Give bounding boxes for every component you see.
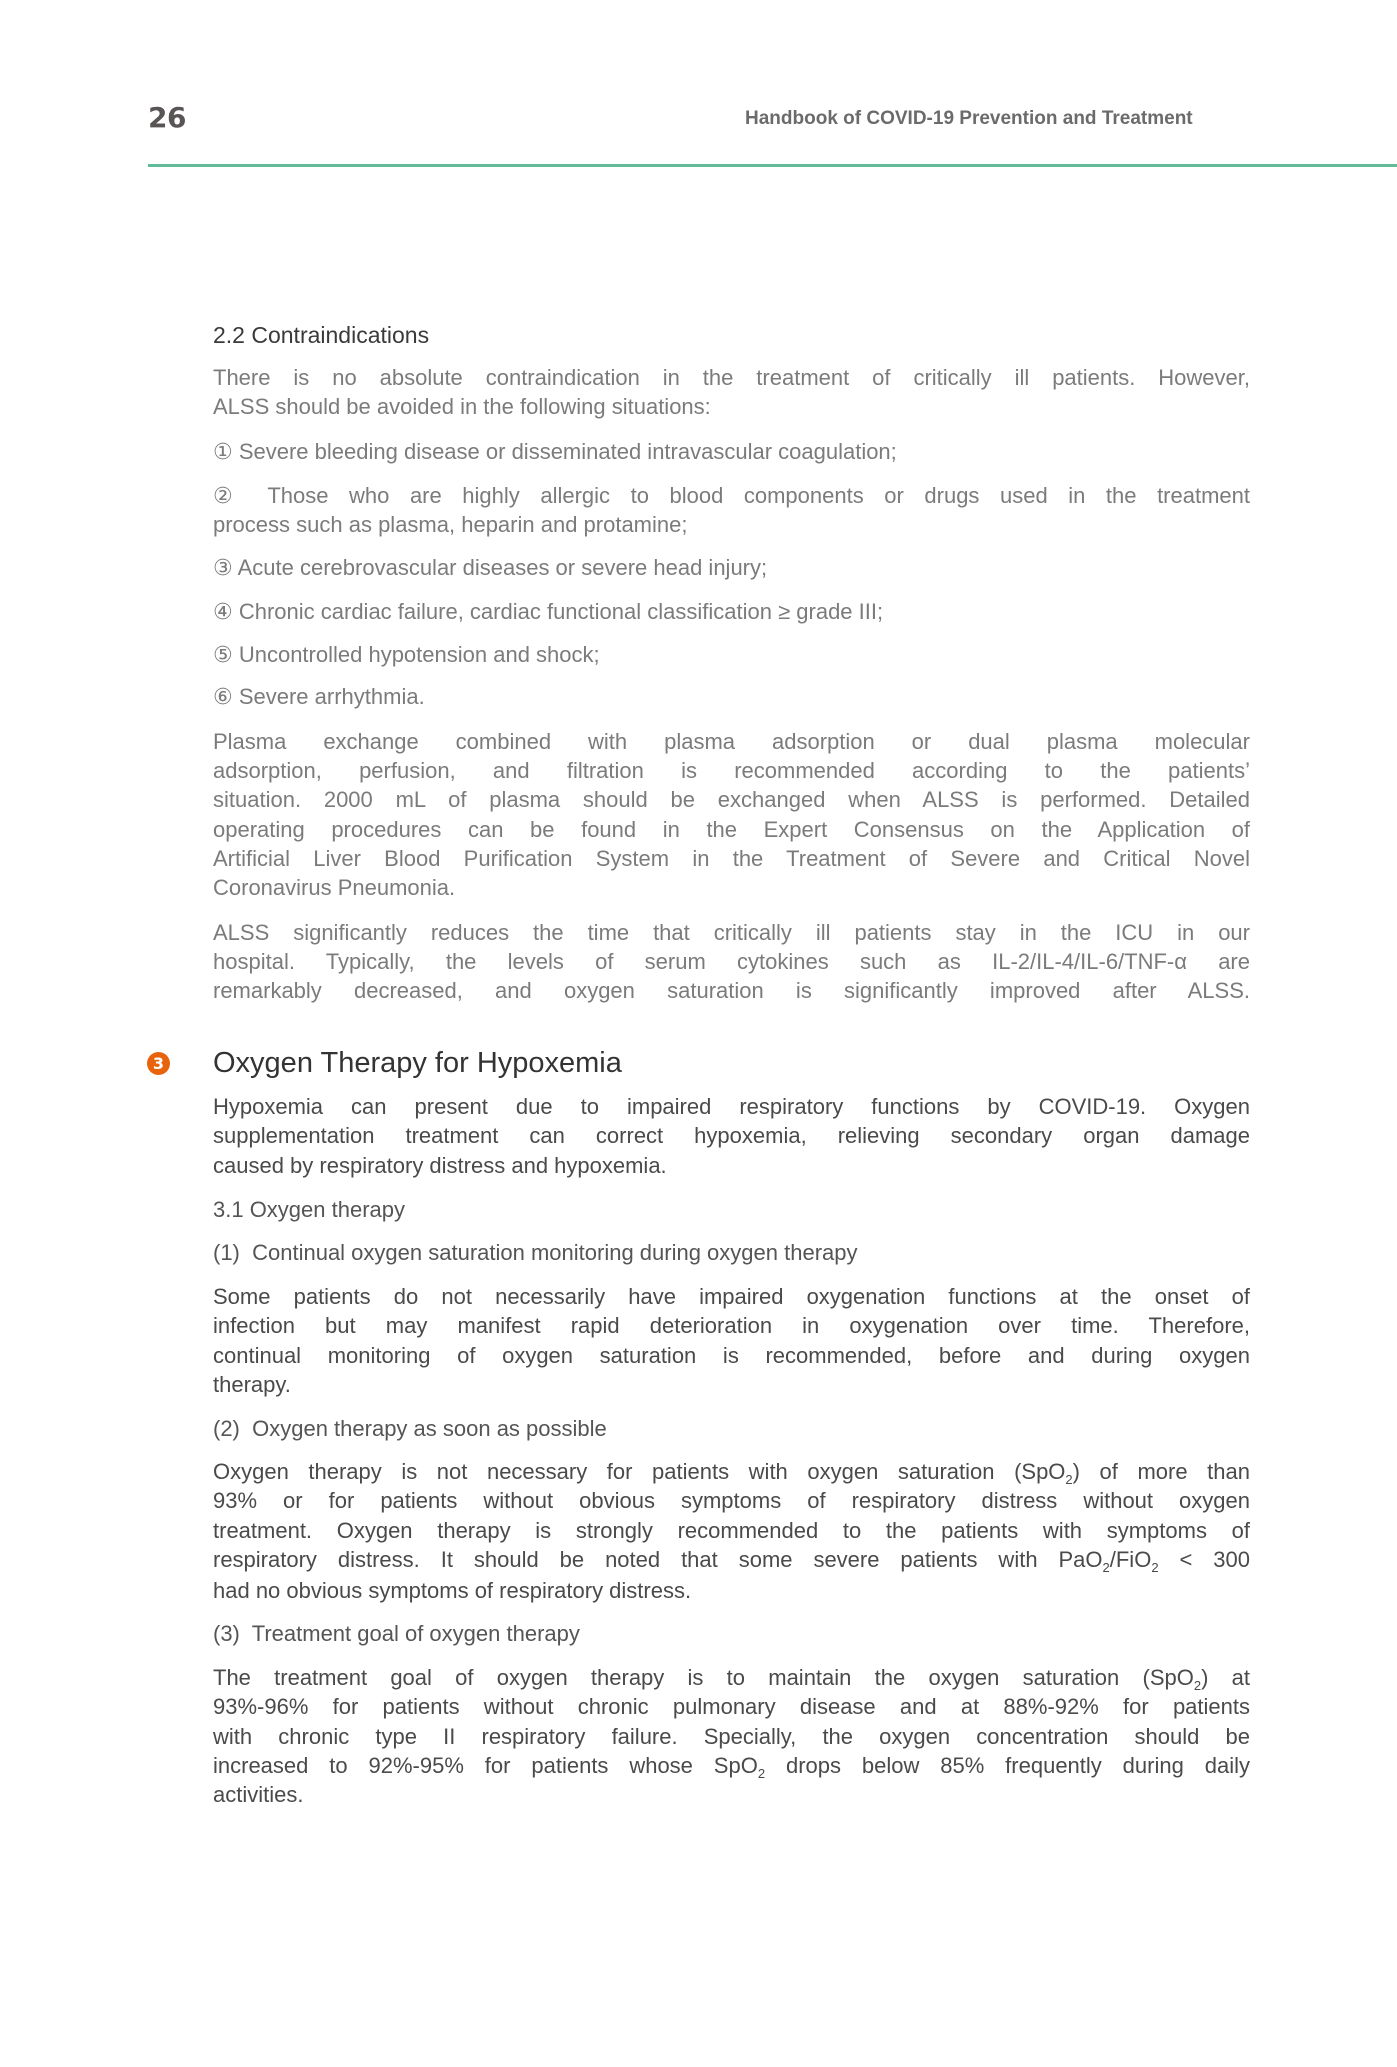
paragraph-line: with chronic type II respiratory failure. Specially, the oxygen concentration should be (213, 1724, 1250, 1749)
text-segment: < 300 (1158, 1547, 1250, 1572)
contraindication-item-2-cont: process such as plasma, heparin and protamine; (213, 512, 688, 537)
page-number: 26 (148, 101, 186, 134)
paragraph-line: hospital. Typically, the levels of serum cytokines such as IL-2/IL-4/IL-6/TNF-α are (213, 949, 1250, 974)
text-segment: ) at (1201, 1665, 1250, 1690)
paragraph-line: situation. 2000 mL of plasma should be exchanged when ALSS is performed. Detailed (213, 787, 1250, 812)
paragraph-line-with-subscript (213, 1547, 1250, 1573)
paragraph-line-with-subscript (213, 1665, 1250, 1691)
paragraph-line: operating procedures can be found in the Expert Consensus on the Application of (213, 817, 1250, 842)
header-rule-divider (148, 164, 1397, 167)
section-heading-oxygen-therapy: Oxygen Therapy for Hypoxemia (213, 1047, 622, 1079)
subscript: 2 (1102, 1560, 1110, 1573)
paragraph-line: treatment. Oxygen therapy is strongly recommended to the patients with symptoms of (213, 1518, 1250, 1543)
paragraph-line: 93%-96% for patients without chronic pulmonary disease and at 88%-92% for patients (213, 1694, 1250, 1719)
subscript: 2 (1151, 1560, 1159, 1573)
paragraph-line: ALSS significantly reduces the time that critically ill patients stay in the ICU in our (213, 920, 1250, 945)
paragraph-line: continual monitoring of oxygen saturation is recommended, before and during oxygen (213, 1343, 1250, 1368)
section-number-badge: 3 (147, 1052, 170, 1075)
paragraph-line-with-subscript (213, 1753, 1250, 1779)
text-segment: The treatment goal of oxygen therapy is to maintain the oxygen saturation (SpO (213, 1665, 1194, 1690)
paragraph-line: There is no absolute contraindication in the treatment of critically ill patients. However, (213, 365, 1250, 390)
paragraph-line: ALSS should be avoided in the following situations: (213, 394, 711, 419)
contraindication-item-2: ② Those who are highly allergic to blood components or drugs used in the treatment (213, 483, 1250, 508)
paragraph-line: Artificial Liver Blood Purification System in the Treatment of Severe and Critical Novel (213, 846, 1250, 871)
paragraph-line: 93% or for patients without obvious symptoms of respiratory distress without oxygen (213, 1488, 1250, 1513)
contraindication-item-6: ⑥ Severe arrhythmia. (213, 684, 425, 709)
text-segment: increased to 92%-95% for patients whose SpO (213, 1753, 758, 1778)
paragraph-line: infection but may manifest rapid deterioration in oxygenation over time. Therefore, (213, 1313, 1250, 1338)
text-segment: Oxygen therapy is not necessary for patients with oxygen saturation (SpO (213, 1459, 1066, 1484)
text-segment: /FiO (1109, 1547, 1152, 1572)
paragraph-line: Coronavirus Pneumonia. (213, 875, 456, 900)
paragraph-line: remarkably decreased, and oxygen saturation is significantly improved after ALSS. (213, 978, 1250, 1003)
point-heading-2: (2) Oxygen therapy as soon as possible (213, 1416, 607, 1441)
paragraph-line: therapy. (213, 1372, 291, 1397)
contraindication-item-4: ④ Chronic cardiac failure, cardiac functional classification ≥ grade III; (213, 599, 884, 624)
point-heading-3: (3) Treatment goal of oxygen therapy (213, 1621, 580, 1646)
text-segment: respiratory distress. It should be noted that some severe patients with PaO (213, 1547, 1103, 1572)
paragraph-line: adsorption, perfusion, and filtration is recommended according to the patients’ (213, 758, 1250, 783)
text-segment: ) of more than (1072, 1459, 1250, 1484)
subsection-heading-oxygen-therapy: 3.1 Oxygen therapy (213, 1197, 406, 1222)
contraindication-item-3: ③ Acute cerebrovascular diseases or severe head injury; (213, 555, 768, 580)
paragraph-line: Plasma exchange combined with plasma adsorption or dual plasma molecular (213, 729, 1250, 754)
paragraph-line: had no obvious symptoms of respiratory distress. (213, 1578, 692, 1603)
running-header-title: Handbook of COVID-19 Prevention and Treatment (745, 108, 1193, 129)
paragraph-line: supplementation treatment can correct hypoxemia, relieving secondary organ damage (213, 1123, 1250, 1148)
point-heading-1: (1) Continual oxygen saturation monitoring during oxygen therapy (213, 1240, 858, 1265)
paragraph-line: Some patients do not necessarily have impaired oxygenation functions at the onset of (213, 1284, 1250, 1309)
subscript: 2 (1065, 1472, 1073, 1485)
contraindication-item-1: ① Severe bleeding disease or disseminated intravascular coagulation; (213, 439, 897, 464)
paragraph-line: activities. (213, 1782, 304, 1807)
subscript: 2 (1193, 1678, 1202, 1691)
text-segment: drops below 85% frequently during daily (765, 1753, 1250, 1778)
subsection-heading-contraindications: 2.2 Contraindications (213, 322, 430, 348)
paragraph-line: Hypoxemia can present due to impaired respiratory functions by COVID-19. Oxygen (213, 1094, 1250, 1119)
contraindication-item-5: ⑤ Uncontrolled hypotension and shock; (213, 642, 600, 667)
paragraph-line: caused by respiratory distress and hypoxemia. (213, 1153, 667, 1178)
paragraph-line-with-subscript (213, 1459, 1250, 1485)
subscript: 2 (757, 1766, 766, 1779)
